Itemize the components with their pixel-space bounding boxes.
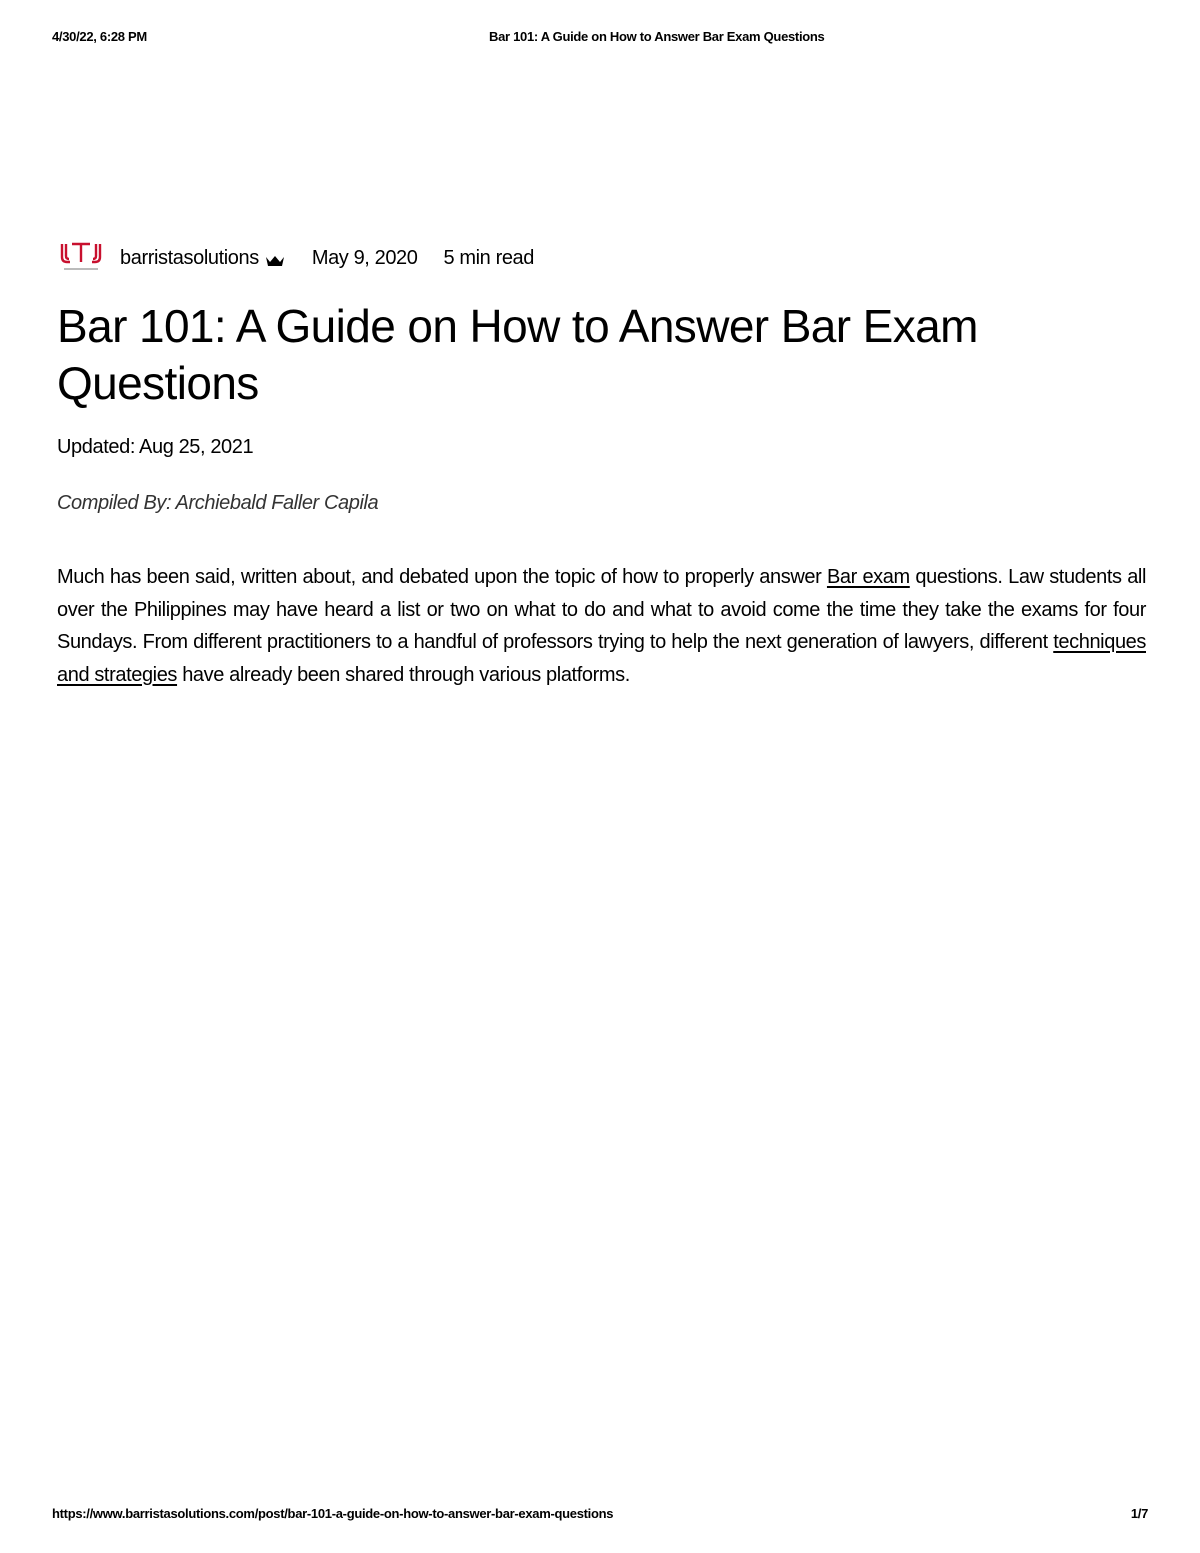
techniques-and-strategies-link[interactable]: techniques and strategies — [57, 631, 1146, 686]
read-time: 5 min read — [443, 246, 534, 269]
paragraph-text: questions. Law students all over the Philippines may have heard a list or two on what to do and what to avoid come the time they take the exams for four Sundays. From different practitioners to a handful of professors trying to help the next generation of lawyers, different — [57, 566, 1146, 653]
print-datetime: 4/30/22, 6:28 PM — [52, 29, 147, 44]
print-footer — [52, 1506, 1148, 1526]
print-url: https://www.barristasolutions.com/post/bar-101-a-guide-on-how-to-answer-bar-exam-questions — [52, 1506, 614, 1521]
barrista-solutions-logo-icon[interactable] — [58, 241, 104, 275]
crown-icon — [265, 251, 285, 265]
article-title: Bar 101: A Guide on How to Answer Bar Exam Questions — [57, 300, 978, 409]
bar-exam-link[interactable]: Bar exam — [826, 566, 910, 588]
print-header — [52, 29, 1148, 49]
page-number: 1/7 — [1130, 1506, 1148, 1521]
print-document-title: Bar 101: A Guide on How to Answer Bar Exam Questions — [489, 29, 825, 44]
author-name-link[interactable]: barristasolutions — [120, 246, 259, 269]
paragraph-text: Much has been said, written about, and debated upon the topic of how to properly answer — [57, 566, 827, 588]
compiled-by: Compiled By: Archiebald Faller Capila — [57, 492, 379, 514]
updated-date: Updated: Aug 25, 2021 — [57, 436, 254, 458]
paragraph-text: have already been shared through various platforms. — [177, 663, 630, 686]
post-meta — [58, 240, 534, 276]
article-paragraph — [57, 561, 1146, 691]
post-date: May 9, 2020 — [311, 246, 418, 269]
